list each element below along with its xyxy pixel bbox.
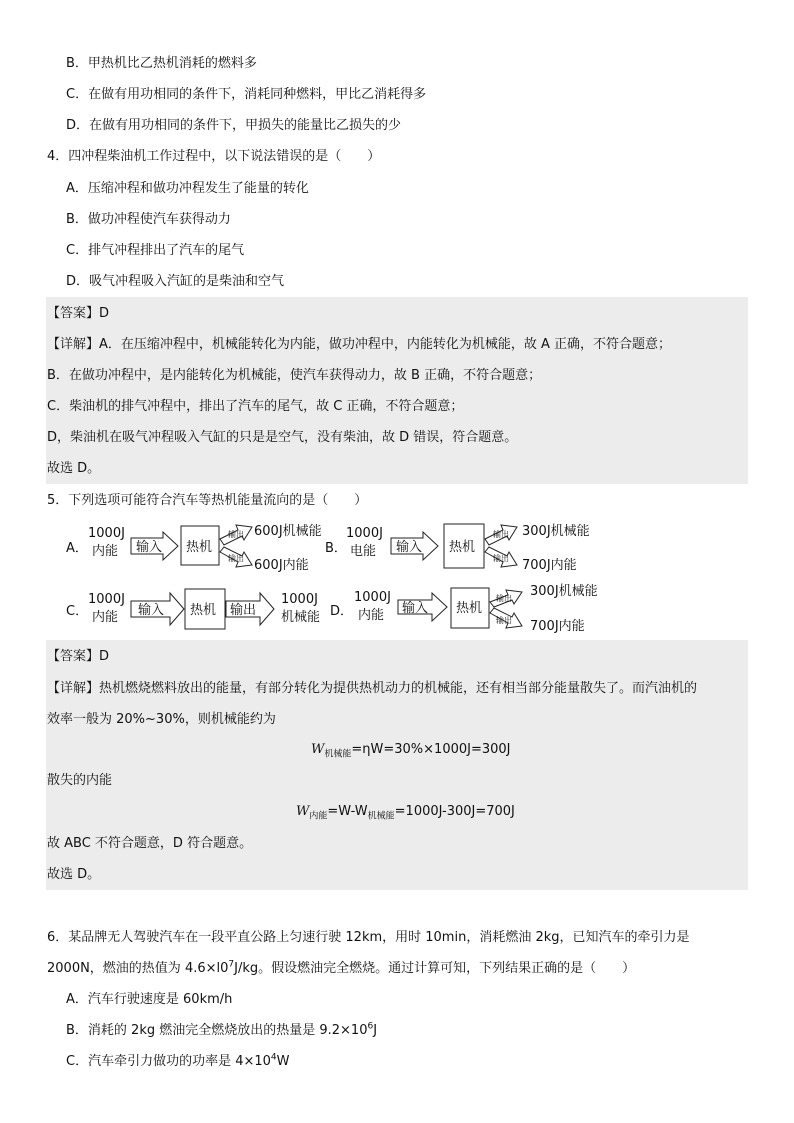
formula-symbol: W — [311, 742, 325, 757]
q5-explanation-line: 效率一般为 20%~30%，则机械能约为 — [47, 712, 276, 727]
output-label: 输出 — [230, 603, 257, 618]
q6-exponent: 7 — [228, 959, 235, 970]
output-1: 600J机械能 — [254, 524, 322, 539]
output-1: 1000J — [281, 592, 318, 607]
q3-option-d: D．在做有用功相同的条件下，甲损失的能量比乙损失的少 — [66, 118, 402, 133]
q6-stem-text: 2000N，燃油的热值为 4.6×l0 — [47, 961, 229, 976]
input-type: 内能 — [358, 608, 385, 623]
q5-formula-2 — [296, 803, 515, 821]
formula-subscript: 内能 — [309, 811, 328, 822]
diagram-a — [66, 523, 322, 573]
output-label: 输出 — [496, 616, 512, 625]
q6-stem-line-2 — [47, 960, 635, 978]
input-label: 输入 — [136, 540, 163, 555]
formula-subscript: 机械能 — [324, 749, 352, 760]
heat-engine-label: 热机 — [186, 540, 213, 555]
q6-stem-text: J/kg。假设燃油完全燃烧。通过计算可知，下列结果正确的是（ ） — [234, 961, 636, 976]
q4-option-c: C．排气冲程排出了汽车的尾气 — [66, 243, 245, 258]
formula-body: =1000J-300J=700J — [394, 804, 515, 819]
diagram-letter: A． — [66, 541, 88, 556]
input-amount: 1000J — [354, 590, 391, 605]
output-label: 输出 — [493, 554, 509, 563]
q4-option-d: D．吸气冲程吸入汽缸的是柴油和空气 — [66, 274, 285, 289]
q6-option-text: B．消耗的 2kg 燃油完全燃烧放出的热量是 9.2×10 — [66, 1023, 368, 1038]
diagram-letter: C． — [66, 604, 89, 619]
formula-body: =W-W — [327, 804, 368, 819]
q4-answer: 【答案】D — [47, 306, 110, 321]
q5-stem: 5．下列选项可能符合汽车等热机能量流向的是（ ） — [47, 493, 368, 508]
q5-formula-1 — [311, 741, 511, 759]
output-2: 600J内能 — [254, 558, 309, 573]
output-label: 输出 — [228, 554, 244, 563]
diagram-c — [66, 589, 320, 629]
input-type: 内能 — [92, 610, 119, 625]
q6-option-text: J — [373, 1023, 378, 1038]
input-label: 输入 — [138, 603, 165, 618]
input-amount: 1000J — [88, 592, 125, 607]
q5-answer: 【答案】D — [47, 649, 110, 664]
output-1: 300J机械能 — [522, 524, 590, 539]
q4-explanation-line: D，柴油机在吸气冲程吸入气缸的只是是空气，没有柴油，故 D 错误，符合题意。 — [47, 430, 518, 445]
output-2: 700J内能 — [530, 619, 585, 634]
q6-exponent: 6 — [367, 1021, 374, 1032]
q3-option-c: C．在做有用功相同的条件下，消耗同种燃料，甲比乙消耗得多 — [66, 87, 427, 102]
output-2: 700J内能 — [522, 558, 577, 573]
input-type: 内能 — [92, 544, 119, 559]
formula-body: =ηW=30%×1000J=300J — [351, 742, 511, 757]
input-type: 电能 — [350, 544, 377, 559]
q6-option-c — [66, 1053, 290, 1071]
output-label: 输出 — [493, 530, 509, 539]
output-label: 输出 — [496, 594, 512, 603]
output-1: 300J机械能 — [530, 584, 598, 599]
q6-option-text: C．汽车牵引力做功的功率是 4×10 — [66, 1054, 271, 1069]
q5-energy-flow-diagrams — [0, 515, 794, 640]
q4-explanation-line: 故选 D。 — [47, 461, 101, 476]
input-amount: 1000J — [88, 526, 125, 541]
q4-explanation-line: 【详解】A．在压缩冲程中，机械能转化为内能，做功冲程中，内能转化为机械能，故 A 正确，不符合题意； — [47, 337, 672, 352]
q3-option-b: B．甲热机比乙热机消耗的燃料多 — [66, 56, 257, 71]
q6-exponent: 4 — [270, 1052, 277, 1063]
q5-explanation-line: 故选 D。 — [47, 867, 101, 882]
q4-option-a: A．压缩冲程和做功冲程发生了能量的转化 — [66, 181, 309, 196]
diagram-letter: B． — [325, 541, 347, 556]
q6-option-text: W — [276, 1054, 290, 1069]
formula-symbol: W — [296, 804, 310, 819]
q6-stem-line-1: 6．某品牌无人驾驶汽车在一段平直公路上匀速行驶 12km，用时 10min，消耗燃油 2kg，已知汽车的牵引力是 — [47, 930, 690, 945]
output-2: 机械能 — [281, 610, 321, 625]
diagram-b — [325, 523, 590, 573]
input-label: 输入 — [396, 540, 423, 555]
q5-explanation-line: 散失的内能 — [47, 773, 113, 788]
q5-explanation-line: 故 ABC 不符合题意，D 符合题意。 — [47, 836, 253, 851]
input-label: 输入 — [402, 601, 429, 616]
diagram-d — [330, 583, 598, 634]
q4-explanation-line: B．在做功冲程中，是内能转化为机械能，使汽车获得动力，故 B 正确，不符合题意； — [47, 368, 542, 383]
q5-explanation-line: 【详解】热机燃烧燃料放出的能量，有部分转化为提供热机动力的机械能，还有相当部分能量散失了。而汽油机的 — [47, 681, 698, 696]
diagram-letter: D． — [330, 604, 354, 619]
input-amount: 1000J — [346, 526, 383, 541]
q6-option-a: A．汽车行驶速度是 60km/h — [66, 992, 233, 1007]
q6-option-b — [66, 1022, 377, 1040]
formula-subscript: 机械能 — [367, 811, 395, 822]
heat-engine-label: 热机 — [449, 540, 476, 555]
q4-option-b: B．做功冲程使汽车获得动力 — [66, 212, 231, 227]
q4-explanation-line: C．柴油机的排气冲程中，排出了汽车的尾气，故 C 正确，不符合题意； — [47, 399, 464, 414]
heat-engine-label: 热机 — [190, 603, 217, 618]
heat-engine-label: 热机 — [456, 601, 483, 616]
output-label: 输出 — [228, 530, 244, 539]
q4-answer-panel — [46, 297, 748, 484]
q4-stem: 4．四冲程柴油机工作过程中，以下说法错误的是（ ） — [47, 149, 381, 164]
